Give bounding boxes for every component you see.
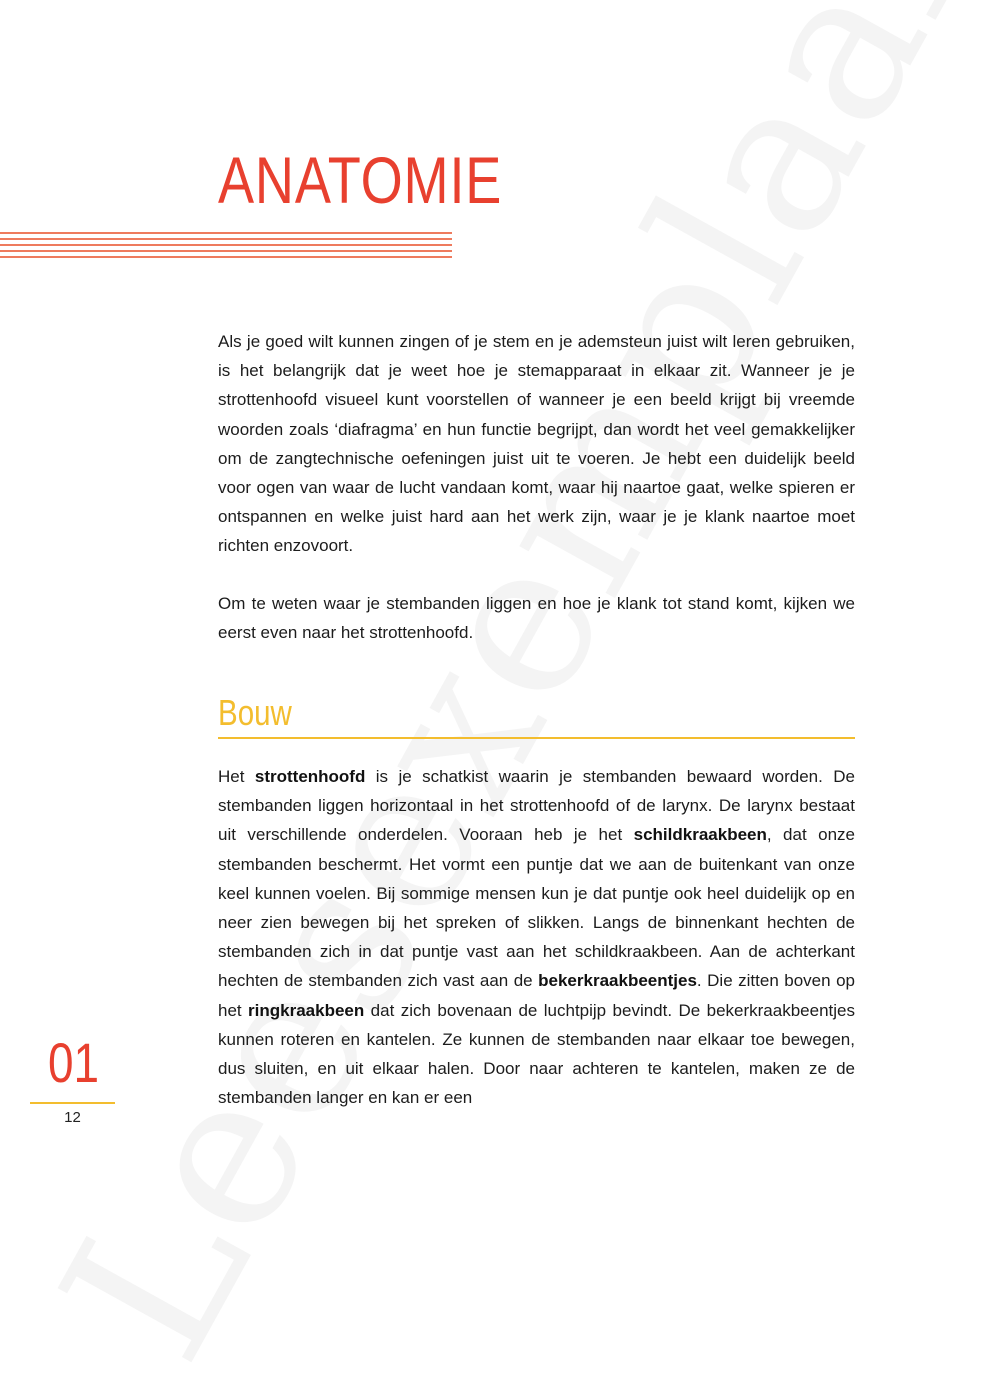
intro-paragraph: Als je goed wilt kunnen zingen of je stem en je ademsteun juist wilt leren gebruiken, is het belangrijk dat je weet hoe je stemapparaat in elkaar zit. Wanneer je je strottenhoofd visueel kunt voorstellen of wanneer je een beeld krijgt bij vreemde woorden zoals ‘diafragma’ en hun functie begrijpt, dan wordt het veel gemakkelijker om de zangtechnische oefeningen juist uit te voeren. Je hebt een duidelijk beeld voor ogen van waar de lucht vandaan komt, waar hij naartoe gaat, welke spieren er ontspannen en welke juist hard aan het werk zijn, waar je je klank naartoe moet richten enzovoort. xyxy=(218,332,855,556)
second-paragraph: Om te weten waar je stembanden liggen en hoe je klank tot stand komt, kijken we eerst even naar het strottenhoofd. xyxy=(218,594,855,643)
watermark xyxy=(15,0,1000,1397)
chapter-rule xyxy=(30,1102,115,1104)
section-rule xyxy=(218,737,855,739)
title-stripes xyxy=(0,232,452,262)
page-number: 12 xyxy=(64,1109,81,1126)
term-strottenhoofd: strottenhoofd xyxy=(254,767,366,786)
chapter-number: 01 xyxy=(48,1031,100,1094)
term-schildkraakbeen: schildkraakbeen xyxy=(633,825,767,845)
section-title: Bouw xyxy=(218,692,292,733)
term-ringkraakbeen: ringkraakbeen xyxy=(248,1000,365,1020)
term-bekerkraakbeentjes: bekerkraakbeentjes xyxy=(538,971,697,991)
section-paragraph: Het strottenhoofd is je schatkist waarin je stembanden bewaard worden. De stembanden liggen horizontaal in het strottenhoofd of de larynx. De larynx bestaat uit verschillende onderdelen. Vooraan heb je het schildkraakbeen, dat onze stembanden beschermt. Het vormt een puntje dat we aan de buitenkant van onze keel kunnen voelen. Bij sommige mensen kun je dat puntje ook heel duidelijk op en neer zien bewegen bij het spreken of slikken. Langs de binnenkant hechten de stembanden zich in dat puntje vast aan het schildkraakbeen. Aan de achterkant hechten de stembanden zich vast aan de bekerkraakbeentjes. Die zitten boven op het ringkraakbeen dat zich bovenaan de luchtpijp bevindt. De bekerkraakbeentjes kunnen roteren en kantelen. Ze kunnen de stembanden naar elkaar toe bewegen, dus sluiten, en uit elkaar halen. Door naar achteren te kantelen, maken ze de stembanden langer en kan er een xyxy=(218,767,856,1108)
page-title: ANATOMIE xyxy=(218,143,503,217)
